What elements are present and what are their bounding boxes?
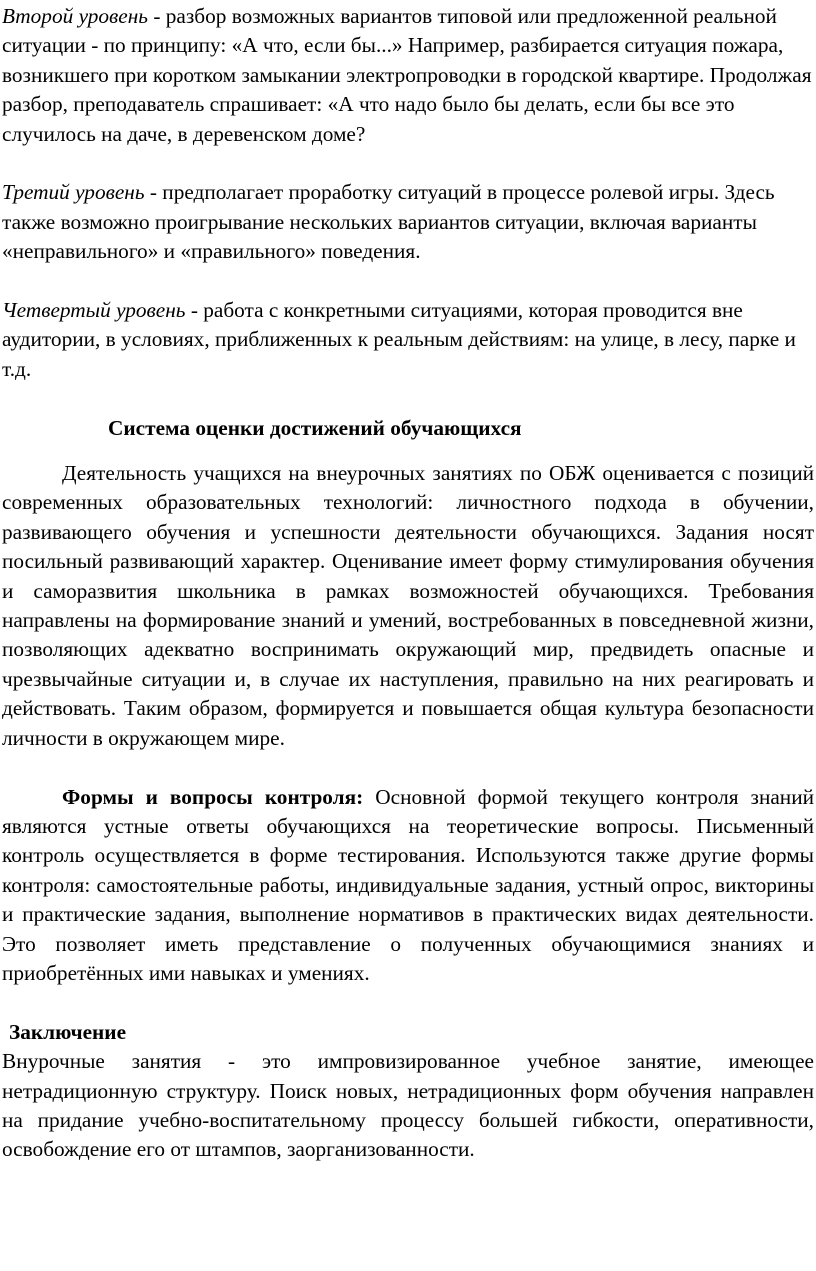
- level-two-title: Второй уровень: [2, 4, 148, 28]
- level-four-title: Четвертый уровень: [2, 298, 186, 323]
- control-lead: Формы и вопросы контроля:: [62, 784, 364, 809]
- level-four-text: - работа с конкретными ситуациями, которая проводится вне аудитории, в условиях, приближенных к реальным действиям: на улице, в лесу, парке и т.д.: [2, 298, 796, 381]
- document-page: [2, 2, 814, 1165]
- control-text: Основной формой текущего контроля знаний являются устные ответы обучающихся на теоретические вопросы. Письменный контроль осуществляется в форме тестирования. Используются также другие формы контроля: самостоятельные работы, индивидуальные задания, устный опрос, викторины и практические задания, выполнение нормативов в практических видах деятельности. Это позволяет иметь представление о полученных обучающимися знаниях и приобретённых ими навыках и умениях.: [2, 784, 814, 985]
- level-four-paragraph: [2, 296, 814, 384]
- spacer: [2, 384, 814, 413]
- spacer: [2, 988, 814, 1017]
- level-two-paragraph: [2, 2, 814, 149]
- level-three-text: - предполагает проработку ситуаций в процессе ролевой игры. Здесь также возможно проигрывание нескольких вариантов ситуации, включая варианты «неправильного» и «правильного» поведения.: [2, 180, 775, 264]
- spacer: [2, 267, 814, 296]
- assessment-heading: Система оценки достижений обучающихся: [108, 415, 522, 440]
- level-three-title: Третий уровень: [2, 180, 145, 205]
- level-three-paragraph: [2, 178, 814, 266]
- conclusion-heading: Заключение: [9, 1019, 127, 1044]
- spacer: [2, 149, 814, 178]
- spacer: [2, 443, 814, 459]
- conclusion-paragraph: Внурочные занятия - это импровизированное учебное занятие, имеющее нетрадиционную структуру. Поиск новых, нетрадиционных форм обучения направлен на придание учебно-воспитательному процессу большей гибкости, оперативности, освобождение его от штампов, заорганизованности.: [2, 1049, 814, 1162]
- level-two-text: - разбор возможных вариантов типовой или предложенной реальной ситуации - по принципу: «А что, если бы...» Например, разбирается ситуация пожара, возникшего при коротком замыкании электропроводки в городской квартире. Продолжая разбор, преподаватель спрашивает: «А что надо было бы делать, если бы все это случилось на даче, в деревенском доме?: [2, 4, 812, 146]
- assessment-paragraph: Деятельность учащихся на внеурочных занятиях по ОБЖ оценивается с позиций современных образовательных технологий: личностного подхода в обучении, развивающего обучения и успешности деятельности обучающихся. Задания носят посильный развивающий характер. Оценивание имеет форму стимулирования обучения и саморазвития школьника в рамках возможностей обучающихся. Требования направлены на формирование знаний и умений, востребованных в повседневной жизни, позволяющих адекватно воспринимать окружающий мир, предвидеть опасные и чрезвычайные ситуации и, в случае их наступления, правильно на них реагировать и действовать. Таким образом, формируется и повышается общая культура безопасности личности в окружающем мире.: [2, 461, 814, 750]
- spacer: [2, 753, 814, 782]
- control-paragraph: [2, 783, 814, 989]
